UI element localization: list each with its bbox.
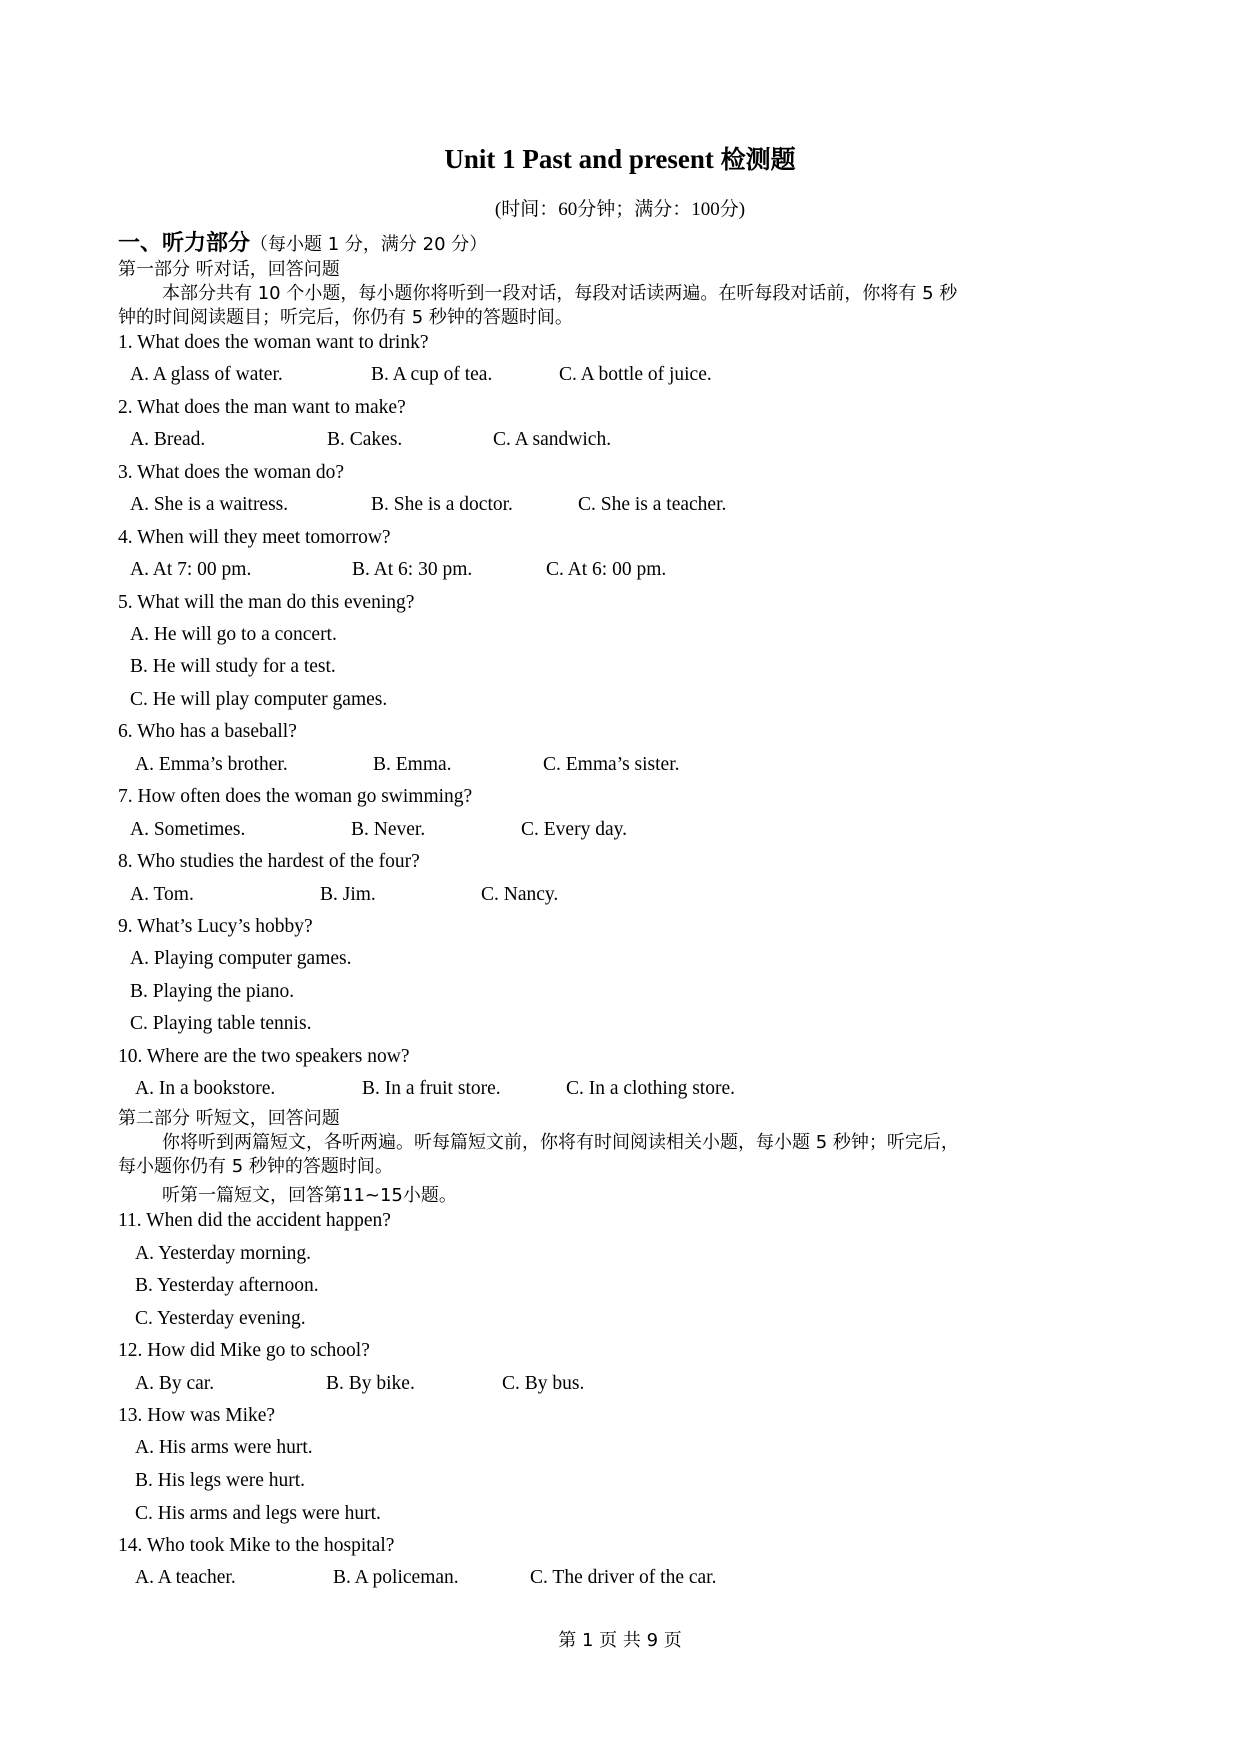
q1-option-b: B. A cup of tea. [371,364,493,385]
q11-option-a: A. Yesterday morning. [135,1243,312,1264]
page-number-footer: 第 1 页 共 9 页 [558,1630,682,1651]
q6-option-c: C. Emma’s sister. [543,754,680,775]
q13-option-a: A. His arms were hurt. [135,1437,313,1458]
q12-option-c: C. By bus. [502,1373,585,1394]
q11-option-c: C. Yesterday evening. [135,1308,306,1329]
exam-time-score: (时间：60分钟；满分：100分) [494,199,746,220]
q10-option-c: C. In a clothing store. [566,1078,735,1099]
q6-option-a: A. Emma’s brother. [135,754,288,775]
part2-instructions-line1: 你将听到两篇短文，各听两遍。听每篇短文前，你将有时间阅读相关小题，每小题 5 秒钟；听完后， [162,1132,959,1153]
question-3: 3. What does the woman do? [118,462,345,483]
q13-option-b: B. His legs were hurt. [135,1470,306,1491]
q12-option-a: A. By car. [135,1373,215,1394]
q2-option-a: A. Bread. [130,429,206,450]
q8-option-a: A. Tom. [130,884,194,905]
question-1: 1. What does the woman want to drink? [118,332,429,353]
q4-option-b: B. At 6: 30 pm. [352,559,473,580]
part2-heading: 第二部分 听短文，回答问题 [118,1108,340,1129]
question-2: 2. What does the man want to make? [118,397,406,418]
question-5: 5. What will the man do this evening? [118,592,415,613]
q1-option-a: A. A glass of water. [130,364,283,385]
title-chinese: 检测题 [720,145,796,174]
question-12: 12. How did Mike go to school? [118,1340,370,1361]
question-4: 4. When will they meet tomorrow? [118,527,391,548]
q2-option-c: C. A sandwich. [493,429,612,450]
q5-option-a: A. He will go to a concert. [130,624,337,645]
q9-option-c: C. Playing table tennis. [130,1013,312,1034]
question-10: 10. Where are the two speakers now? [118,1046,410,1067]
q3-option-a: A. She is a waitress. [130,494,289,515]
q7-option-b: B. Never. [351,819,426,840]
part1-instructions-line2: 钟的时间阅读题目；听完后，你仍有 5 秒钟的答题时间。 [118,307,573,328]
q4-option-a: A. At 7: 00 pm. [130,559,252,580]
q7-option-c: C. Every day. [521,819,627,840]
q9-option-b: B. Playing the piano. [130,981,295,1002]
section-score-note: （每小题 1 分，满分 20 分） [250,234,488,255]
q2-option-b: B. Cakes. [327,429,403,450]
q12-option-b: B. By bike. [326,1373,415,1394]
q11-option-b: B. Yesterday afternoon. [135,1275,319,1296]
q14-option-a: A. A teacher. [135,1567,236,1588]
section-title: 一、听力部分 [118,231,251,256]
q9-option-a: A. Playing computer games. [130,948,352,969]
q6-option-b: B. Emma. [373,754,452,775]
q5-option-c: C. He will play computer games. [130,689,388,710]
q3-option-c: C. She is a teacher. [578,494,727,515]
part1-instructions-line1: 本部分共有 10 个小题，每小题你将听到一段对话，每段对话读两遍。在听每段对话前，你将有 5 秒 [162,283,958,304]
part1-heading: 第一部分 听对话，回答问题 [118,259,340,280]
q8-option-c: C. Nancy. [481,884,559,905]
passage1-note: 听第一篇短文，回答第11~15小题。 [162,1185,457,1206]
question-8: 8. Who studies the hardest of the four? [118,851,420,872]
q10-option-a: A. In a bookstore. [135,1078,276,1099]
question-14: 14. Who took Mike to the hospital? [118,1535,395,1556]
part2-instructions-line2: 每小题你仍有 5 秒钟的答题时间。 [118,1156,393,1177]
q14-option-c: C. The driver of the car. [530,1567,717,1588]
q5-option-b: B. He will study for a test. [130,656,336,677]
question-6: 6. Who has a baseball? [118,721,297,742]
q7-option-a: A. Sometimes. [130,819,246,840]
question-9: 9. What’s Lucy’s hobby? [118,916,313,937]
q4-option-c: C. At 6: 00 pm. [546,559,667,580]
section-heading [118,226,487,257]
title-english: Unit 1 Past and present [444,144,721,174]
q10-option-b: B. In a fruit store. [362,1078,501,1099]
question-7: 7. How often does the woman go swimming? [118,786,473,807]
q3-option-b: B. She is a doctor. [371,494,513,515]
q1-option-c: C. A bottle of juice. [559,364,712,385]
q13-option-c: C. His arms and legs were hurt. [135,1503,381,1524]
page-title [0,140,1240,176]
question-11: 11. When did the accident happen? [118,1210,391,1231]
question-13: 13. How was Mike? [118,1405,276,1426]
q8-option-b: B. Jim. [320,884,376,905]
q14-option-b: B. A policeman. [333,1567,459,1588]
